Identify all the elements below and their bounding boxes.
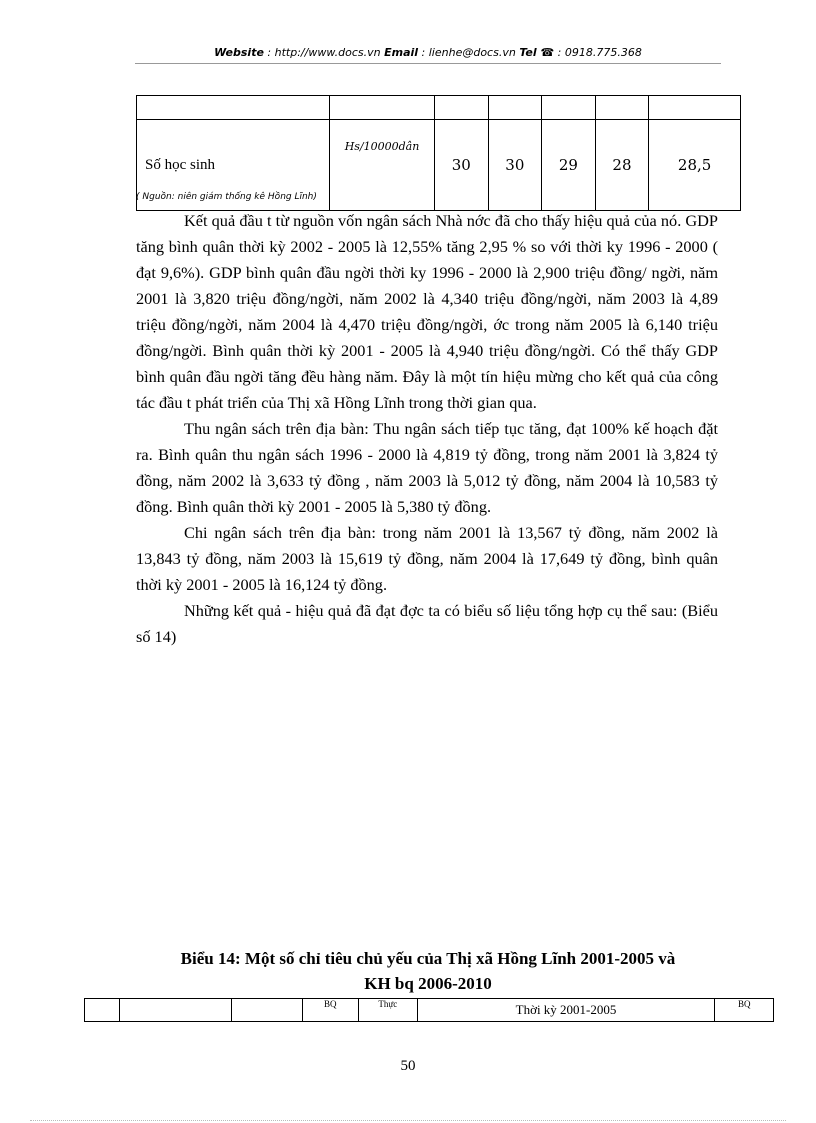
table-row — [85, 999, 774, 1022]
value-cell: 28,5 — [649, 120, 741, 211]
value-cell: 30 — [488, 120, 542, 211]
header-cell-period: Thời kỳ 2001-2005 — [417, 999, 715, 1022]
value-cell: 28 — [595, 120, 649, 211]
footer-divider — [30, 1120, 786, 1121]
bottom-table — [84, 998, 774, 1022]
source-note: ( Nguồn: niên giám thống kê Hồng Lĩnh) — [136, 192, 317, 202]
table-row — [137, 96, 741, 120]
paragraph: Những kết quả - hiệu quả đã đạt đợc ta có biểu số liệu tổng hợp cụ thể sau: (Biểu số 14) — [136, 601, 718, 646]
table-caption — [120, 946, 736, 996]
website-label: Website — [214, 46, 264, 59]
tel-label: Tel ☎ — [519, 46, 555, 59]
caption-line: KH bq 2006-2010 — [364, 974, 492, 993]
body-text — [136, 208, 718, 650]
caption-line: Biểu 14: Một số chỉ tiêu chủ yếu của Thị xã Hồng Lĩnh 2001-2005 và — [180, 949, 676, 968]
row-unit: Hs/10000dân — [330, 120, 435, 211]
value-cell: 29 — [542, 120, 596, 211]
paragraph: Chi ngân sách trên địa bàn: trong năm 2001 là 13,567 tỷ đồng, năm 2002 là 13,843 tỷ đồng, năm 2003 là 15,619 tỷ đồng, năm 2004 là 17,649 tỷ đồng, bình quân thời kỳ 2001 - 2005 là 16,124 tỷ đồng. — [136, 523, 718, 594]
email-value: : lienhe@docs.vn — [418, 46, 520, 59]
header-cell-bq: BQ — [302, 999, 359, 1022]
email-label: Email — [384, 46, 419, 59]
header-cell-bq: BQ — [715, 999, 774, 1022]
tel-value: : 0918.775.368 — [554, 46, 642, 59]
paragraph: Thu ngân sách trên địa bàn: Thu ngân sách tiếp tục tăng, đạt 100% kế hoạch đặt ra. Bình quân thu ngân sách 1996 - 2000 là 4,819 tỷ đồng, trong năm 2001 là 3,824 tỷ đồng, năm 2002 là 3,633 tỷ đồng , năm 2003 là 5,012 tỷ đồng, năm 2004 là 10,583 tỷ đồng. Bình quân thời kỳ 2001 - 2005 là 5,380 tỷ đồng. — [136, 419, 718, 516]
row-label: Số học sinh — [137, 120, 330, 211]
page-header — [135, 46, 721, 64]
website-value: : http://www.docs.vn — [263, 46, 385, 59]
paragraph: Kết quả đầu t từ nguồn vốn ngân sách Nhà nớc đã cho thấy hiệu quả của nó. GDP tăng bình quân thời kỳ 2002 - 2005 là 12,55% tăng 2,95 % so với thời ky 1996 - 2000 ( đạt 9,6%). GDP bình quân đầu ngời thời ky 1996 - 2000 là 2,900 triệu đồng/ ngời, năm 2001 là 3,820 triệu đồng/ngời, năm 2002 là 4,340 triệu đồng/ngời, năm 2003 là 4,89 triệu đồng/ngời, năm 2004 là 4,470 triệu đồng/ngời, ớc trong năm 2005 là 6,140 triệu đồng/ngời. Bình quân thời kỳ 2001 - 2005 là 4,940 triệu đồng/ngời. Có thể thấy GDP bình quân đầu ngời tăng đều hàng năm. Đây là một tín hiệu mừng cho kết quả của công tác đầu t phát triển của Thị xã Hồng Lĩnh trong thời gian qua. — [136, 211, 718, 412]
value-cell: 30 — [435, 120, 489, 211]
header-cell-thuc: Thực — [359, 999, 418, 1022]
page-number: 50 — [400, 1058, 416, 1074]
